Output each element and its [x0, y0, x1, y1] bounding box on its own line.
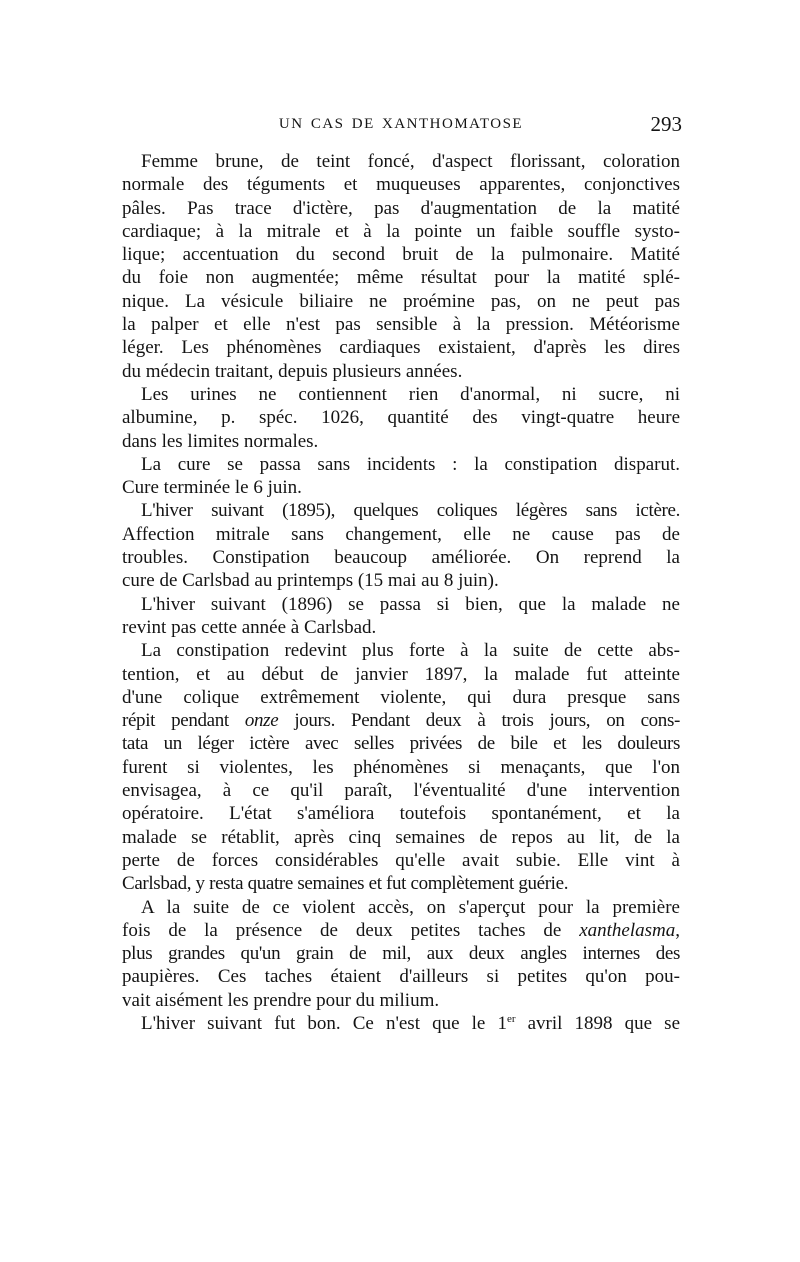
text-line: lique; accentuation du second bruit de la pulmonaire. Matité: [122, 244, 680, 266]
text-line: la palper et elle n'est pas sensible à la pression. Météorisme: [122, 314, 680, 336]
page-number: 293: [650, 112, 682, 136]
text-run: répit pendant: [122, 710, 245, 732]
text-line: plus grandes qu'un grain de mil, aux deux angles internes des: [122, 943, 680, 965]
text-run: L'hiver suivant fut bon. Ce n'est que le 1: [141, 1012, 507, 1034]
text-line: cure de Carlsbad au printemps (15 mai au 8 juin).: [122, 570, 499, 592]
text-line: [122, 709, 680, 732]
text-line: [122, 919, 680, 942]
text-line: léger. Les phénomènes cardiaques existaient, d'après les dires: [122, 337, 680, 359]
text-line: Carlsbad, y resta quatre semaines et fut complètement guérie.: [122, 873, 569, 895]
text-line: Les urines ne contiennent rien d'anormal, ni sucre, ni: [141, 383, 680, 405]
text-line: malade se rétablit, après cinq semaines de repos au lit, de la: [122, 826, 680, 848]
running-title: UN CAS DE XANTHOMATOSE: [278, 116, 524, 132]
text-line: paupières. Ces taches étaient d'ailleurs si petites qu'on pou-: [122, 966, 680, 988]
text-line: La cure se passa sans incidents : la constipation disparut.: [141, 453, 680, 475]
text-run: ,: [675, 919, 680, 941]
text-line: albumine, p. spéc. 1026, quantité des vingt-quatre heure: [122, 407, 680, 429]
italic-word: xanthelasma: [579, 919, 676, 941]
text-line: dans les limites normales.: [122, 430, 319, 452]
text-line: revint pas cette année à Carlsbad.: [122, 616, 377, 638]
text-line: Cure terminée le 6 juin.: [122, 477, 302, 499]
text-line: du foie non augmentée; même résultat pour la matité splé-: [122, 267, 680, 289]
superscript: er: [506, 1012, 516, 1025]
text-line: furent si violentes, les phénomènes si menaçants, que l'on: [122, 756, 680, 778]
text-line: L'hiver suivant (1895), quelques coliques légères sans ictère.: [141, 500, 680, 522]
text-line: [122, 1012, 680, 1035]
text-line: L'hiver suivant (1896) se passa si bien, que la malade ne: [141, 593, 680, 615]
text-line: vait aisément les prendre pour du milium.: [122, 989, 440, 1011]
text-line: du médecin traitant, depuis plusieurs années.: [122, 360, 463, 382]
text-run: fois de la présence de deux petites taches de: [122, 919, 580, 941]
body-text: [122, 150, 680, 1035]
text-line: A la suite de ce violent accès, on s'aperçut pour la première: [141, 896, 680, 918]
text-run: jours. Pendant deux à trois jours, on cons-: [278, 710, 680, 732]
text-line: troubles. Constipation beaucoup améliorée. On reprend la: [122, 547, 680, 569]
running-header: [120, 112, 682, 140]
italic-word: onze: [244, 710, 279, 732]
text-line: cardiaque; à la mitrale et à la pointe un faible souffle systo-: [122, 220, 680, 242]
text-line: normale des téguments et muqueuses apparentes, conjonctives: [122, 174, 680, 196]
text-run: avril 1898 que se: [515, 1012, 681, 1034]
text-line: tention, et au début de janvier 1897, la malade fut atteinte: [122, 663, 680, 685]
text-line: pâles. Pas trace d'ictère, pas d'augmentation de la matité: [122, 197, 680, 219]
text-line: opératoire. L'état s'améliora toutefois spontanément, et la: [122, 803, 680, 825]
text-line: d'une colique extrêmement violente, qui dura presque sans: [122, 686, 680, 708]
text-line: Femme brune, de teint foncé, d'aspect florissant, coloration: [141, 151, 680, 172]
text-line: tata un léger ictère avec selles privées de bile et les douleurs: [122, 733, 680, 755]
text-line: Affection mitrale sans changement, elle ne cause pas de: [122, 523, 680, 545]
text-line: nique. La vésicule biliaire ne proémine pas, on ne peut pas: [122, 290, 680, 312]
text-line: envisagea, à ce qu'il paraît, l'éventualité d'une intervention: [122, 780, 680, 802]
text-line: La constipation redevint plus forte à la suite de cette abs-: [141, 640, 680, 662]
text-line: perte de forces considérables qu'elle avait subie. Elle vint à: [122, 849, 680, 871]
